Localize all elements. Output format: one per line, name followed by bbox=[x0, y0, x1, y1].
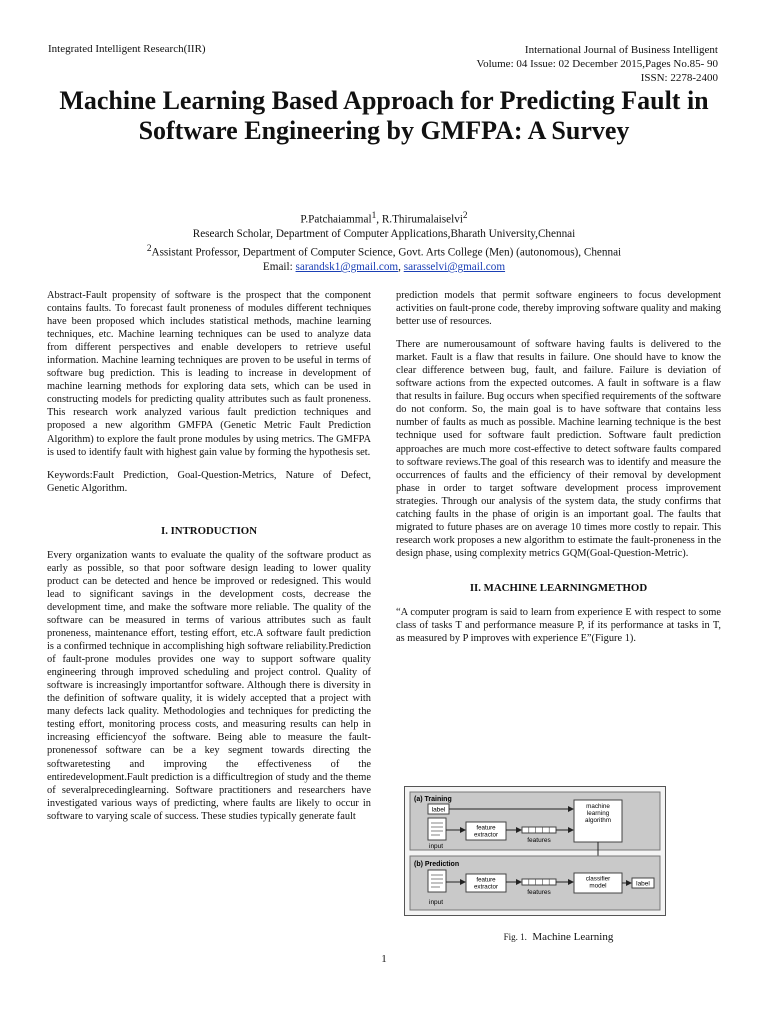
training-panel-label: (a) Training bbox=[414, 796, 452, 803]
keywords: Keywords:Fault Prediction, Goal-Question-Metrics, Nature of Defect, Genetic Algorithm. bbox=[47, 469, 371, 494]
figure-1 bbox=[404, 786, 666, 916]
features-text-b: features bbox=[527, 889, 551, 896]
header-right bbox=[477, 43, 718, 85]
author-separator: , bbox=[376, 213, 382, 226]
feature-vector-b bbox=[522, 879, 556, 885]
email-line bbox=[40, 260, 728, 275]
issn: ISSN: 2278-2400 bbox=[640, 72, 718, 84]
intro-paragraph-1: Every organization wants to evaluate the quality of the software product as early as possible, so that poor software design leading to lower quality product can be detected and hence be improved or redesigned. This would lead to significant savings in the development costs, decrease the development time, and make the software more reliable. The quality of the software can be measured in terms of various attributes such as fault proneness, maintenance effort, testing effort, etc.A software fault prediction is a confirmed technique in accomplishing high software reliability.Prediction of fault-prone modules provides one way to support software quality engineering through improved scheduling and project control. Quality of software is increasingly importantfor software. Although there is diversity in the definition of software quality, it is widely accepted that a project with many defects lack quality. Methodologies and techniques for predicting the testing effort, monitoring process costs, and measuring results can help in increasing efficiencyof the software. Being able to measure the fault-pronenessof software can be a key segment towards directing the softwaretesting and improving the effectiveness of the entiredevelopment.Fault prediction is a difficultregion of study and the theme of severalprecedinglearning. Software practitioners and researchers have investigated various ways of predicting, where faults are likely to occur in software to varying scale of success. These studies typically generate fault bbox=[47, 549, 371, 822]
journal-name: International Journal of Business Intelligent bbox=[524, 44, 718, 56]
author-2-sup: 2 bbox=[462, 211, 468, 221]
input-text-a: input bbox=[429, 843, 444, 850]
author-2: R.Thirumalaiselvi bbox=[381, 213, 463, 226]
feature-vector-a bbox=[522, 827, 556, 833]
email-separator: , bbox=[398, 260, 404, 273]
volume-info: Volume: 04 Issue: 02 December 2015,Pages No.85- 90 bbox=[476, 58, 718, 70]
affiliation-2-sup: 2 bbox=[146, 243, 152, 254]
paper-title: Machine Learning Based Approach for Predicting Fault in Software Engineering by GMFPA: A Survey bbox=[59, 86, 709, 145]
input-text-b: input bbox=[429, 899, 444, 906]
feature-extractor-a-text: feature extractor bbox=[473, 824, 499, 839]
ml-algorithm-text: machine learning algorithm bbox=[585, 802, 611, 825]
left-column bbox=[47, 289, 371, 833]
right-column bbox=[396, 289, 721, 655]
intro-paragraph-3: There are numerousamount of software having faults is delivered to the market. Fault is a flaw that results in failure. One should have to know the clear difference between bug, fault, and failure. Failure is deviation of software actions from the expected outcomes. A fault in software is a flaw that results in failure. Bug occurs when specified requirements of the software do not conform. So, the main goal is to have software that contains less number of faults as much as possible. Machine learning technique is the best technique used for software fault prediction. Software fault prediction approaches are much more cost-effective to detect software faults compared to software reviews.The goal of this research was to identify and measure the occurrences of faults and the efficiency of their removal by development phase in order to target software development process improvement strategies. Through our analysis of the system data, the study confirms that catching faults in the phase of origin is an important goal. The faults that migrated to future phases are on average 10 times more costly to repair. This research work proposes a new algorithm to estimate the fault-proneness in the design phase, using complexity metrics GQM(Goal-Question-Metric). bbox=[396, 339, 721, 559]
prediction-panel-label: (b) Prediction bbox=[414, 861, 460, 868]
ml-paragraph-1: “A computer program is said to learn from experience E with respect to some class of tasks T and performance measure P, if its performance at tasks in T, as measured by P improves with experience E”(Figure 1). bbox=[396, 606, 721, 645]
figure-caption bbox=[396, 931, 721, 943]
affiliation-2: Assistant Professor, Department of Computer Science, Govt. Arts College (Men) (autonomous), Chennai bbox=[151, 246, 622, 259]
affiliation-2-line bbox=[40, 242, 728, 260]
feature-extractor-b-text: feature extractor bbox=[473, 876, 499, 891]
author-block bbox=[40, 209, 728, 274]
email-label: Email: bbox=[262, 260, 296, 273]
label-text-a: label bbox=[431, 806, 446, 814]
author-names bbox=[40, 209, 728, 227]
author-1: P.Patchaiammal bbox=[300, 213, 372, 226]
email-link-1[interactable]: sarandsk1@gmail.com bbox=[295, 260, 399, 273]
figure-caption-text: Machine Learning bbox=[532, 931, 614, 943]
section-1-heading: I. INTRODUCTION bbox=[161, 524, 257, 537]
label-text-b: label bbox=[636, 880, 650, 888]
figure-number: Fig. 1. bbox=[503, 932, 527, 942]
section-2-heading: II. MACHINE LEARNINGMETHOD bbox=[469, 581, 648, 594]
author-1-sup: 1 bbox=[371, 211, 377, 221]
document-icon-a bbox=[428, 818, 446, 840]
page-number: 1 bbox=[381, 953, 387, 965]
classifier-model-text: classifier model bbox=[585, 875, 611, 890]
intro-paragraph-2: prediction models that permit software engineers to focus development activities on fault-prone code, thereby improving software quality and making better use of resources. bbox=[396, 290, 721, 328]
affiliation-1: Research Scholar, Department of Computer Applications,Bharath University,Chennai bbox=[192, 228, 576, 241]
document-icon-b bbox=[428, 870, 446, 892]
abstract: Abstract-Fault propensity of software is the prospect that the component contains faults. To forecast fault proneness of modules different techniques have been proposed which includes statistical methods, machine learning techniques, etc. Machine learning techniques can be used to analyze data from different perspectives and enable developers to retrieve useful information. Machine learning techniques are proven to be useful in terms of software bug prediction. This is leading to increase in development of machine learning methods for exploring data sets, which can be used in constructing models for predicting quality attributes such as fault proneness. This research work analyzed various fault prediction techniques and proposed a new algorithm GMFPA (Genetic Metric Fault Prediction Algorithm) to explore the fault prone modules by using metrics. The GMFPA is used to identify fault with highest gain value by forming the hypothesis set. bbox=[47, 290, 371, 458]
ml-diagram bbox=[404, 786, 666, 916]
features-text-a: features bbox=[527, 837, 551, 844]
header-left: Integrated Intelligent Research(IIR) bbox=[48, 43, 206, 55]
email-link-2[interactable]: sarasselvi@gmail.com bbox=[403, 260, 506, 273]
